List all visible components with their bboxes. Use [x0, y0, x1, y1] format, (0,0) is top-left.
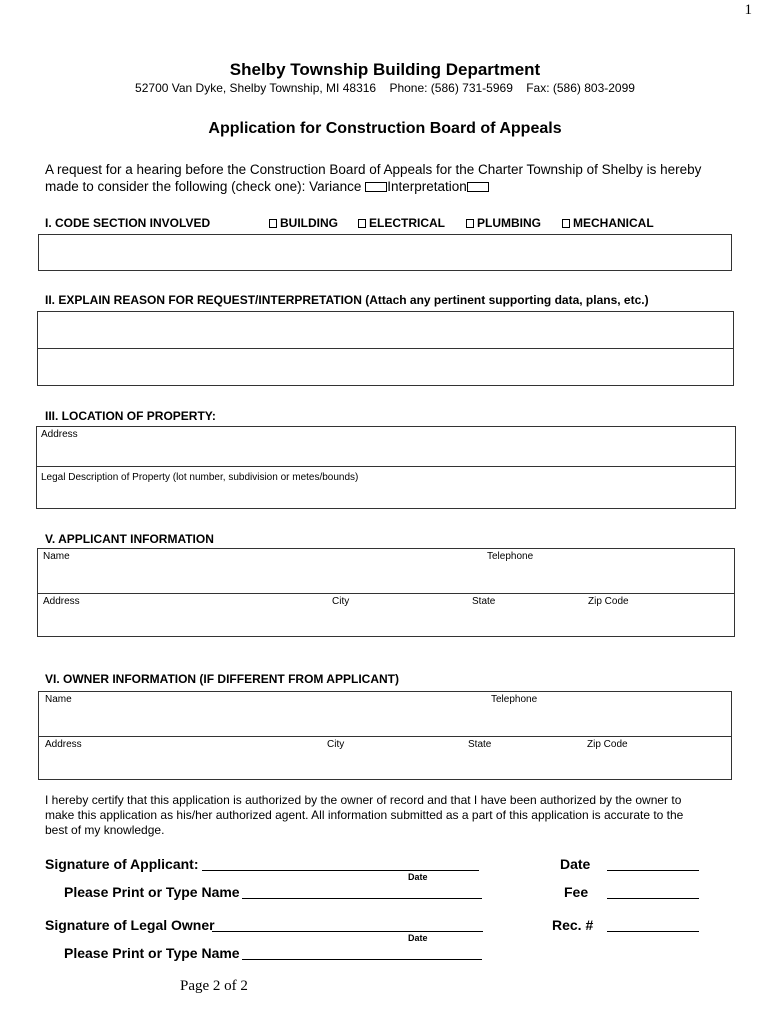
applicant-city-field[interactable]: [328, 609, 466, 635]
owner-date-small-label: Date: [408, 933, 428, 943]
building-checkbox[interactable]: [269, 219, 277, 228]
intro-variance-text: made to consider the following (check one): Variance: [45, 179, 362, 194]
section6-heading: VI. OWNER INFORMATION (IF DIFFERENT FROM APPLICANT): [45, 672, 399, 686]
department-address: 52700 Van Dyke, Shelby Township, MI 48316: [135, 81, 377, 95]
applicant-divider: [37, 593, 735, 594]
electrical-label: ELECTRICAL: [369, 216, 445, 230]
owner-name-field[interactable]: [39, 706, 479, 734]
location-address-field[interactable]: [37, 441, 735, 465]
applicant-telephone-field[interactable]: [482, 563, 734, 591]
certification-line-2: make this application as his/her authorized agent. All information submitted as a part of this application is accurate to the: [45, 808, 684, 822]
applicant-date-small-label: Date: [408, 872, 428, 882]
applicant-address-field[interactable]: [38, 609, 323, 635]
legal-description-label: Legal Description of Property (lot number, subdivision or metes/bounds): [41, 472, 359, 483]
owner-address-field[interactable]: [39, 752, 319, 778]
applicant-state-label: State: [472, 596, 496, 607]
applicant-name-field[interactable]: [38, 563, 478, 591]
certification-line-3: best of my knowledge.: [45, 823, 165, 837]
page-number-top: 1: [744, 2, 752, 18]
rec-number-line[interactable]: [607, 931, 699, 932]
department-phone: Phone: (586) 731-5969: [389, 81, 513, 95]
plumbing-label: PLUMBING: [477, 216, 541, 230]
department-title: Shelby Township Building Department: [229, 60, 541, 79]
owner-signature-label: Signature of Legal Owner: [45, 917, 215, 933]
owner-zip-label: Zip Code: [587, 739, 628, 750]
applicant-city-label: City: [332, 596, 350, 607]
electrical-checkbox[interactable]: [358, 219, 366, 228]
owner-address-label: Address: [45, 739, 82, 750]
applicant-signature-line[interactable]: [202, 870, 479, 871]
applicant-print-name-line[interactable]: [242, 898, 482, 899]
mechanical-label: MECHANICAL: [573, 216, 654, 230]
applicant-state-field[interactable]: [468, 609, 582, 635]
owner-print-name-label: Please Print or Type Name: [64, 945, 240, 961]
date-label: Date: [560, 856, 591, 872]
certification-text: [45, 793, 683, 838]
fee-line[interactable]: [607, 898, 699, 899]
owner-divider: [38, 736, 732, 737]
form-title: Application for Construction Board of Appeals: [208, 120, 562, 137]
section1-heading: I. CODE SECTION INVOLVED: [45, 216, 211, 230]
owner-print-name-line[interactable]: [242, 959, 482, 960]
owner-signature-line[interactable]: [212, 931, 483, 932]
building-label: BUILDING: [280, 216, 338, 230]
code-option-building[interactable]: [269, 216, 338, 230]
owner-telephone-field[interactable]: [486, 706, 731, 734]
department-fax: Fax: (586) 803-2099: [526, 81, 635, 95]
location-address-label: Address: [41, 429, 78, 440]
code-option-mechanical[interactable]: [562, 216, 654, 230]
owner-city-field[interactable]: [323, 752, 461, 778]
owner-zip-field[interactable]: [583, 752, 731, 778]
applicant-print-name-label: Please Print or Type Name: [64, 884, 240, 900]
contact-line: [0, 81, 770, 95]
date-line[interactable]: [607, 870, 699, 871]
plumbing-checkbox[interactable]: [466, 219, 474, 228]
mechanical-checkbox[interactable]: [562, 219, 570, 228]
reason-divider: [37, 348, 734, 349]
owner-name-label: Name: [45, 694, 72, 705]
owner-state-label: State: [468, 739, 492, 750]
interpretation-label: Interpretation: [387, 179, 467, 194]
fee-label: Fee: [564, 884, 589, 900]
applicant-zip-field[interactable]: [584, 609, 734, 635]
interpretation-checkbox[interactable]: [467, 182, 489, 192]
applicant-name-label: Name: [43, 551, 70, 562]
applicant-telephone-label: Telephone: [487, 551, 534, 562]
page-footer: Page 2 of 2: [180, 978, 248, 994]
section5-heading: V. APPLICANT INFORMATION: [45, 532, 214, 546]
code-option-plumbing[interactable]: [466, 216, 541, 230]
intro-line-1: A request for a hearing before the Construction Board of Appeals for the Charter Township of Shelby is hereby: [45, 162, 702, 177]
legal-description-field[interactable]: [37, 485, 735, 508]
certification-line-1: I hereby certify that this application is authorized by the owner of record and that I have been authorized by the owner to: [45, 793, 682, 807]
owner-state-field[interactable]: [464, 752, 581, 778]
section2-heading: II. EXPLAIN REASON FOR REQUEST/INTERPRETATION (Attach any pertinent supporting data, plans, etc.): [45, 293, 649, 307]
owner-telephone-label: Telephone: [491, 694, 538, 705]
applicant-zip-label: Zip Code: [588, 596, 629, 607]
applicant-signature-label: Signature of Applicant:: [45, 856, 199, 872]
location-divider: [36, 466, 736, 467]
intro-line-2: [45, 179, 489, 194]
owner-city-label: City: [327, 739, 345, 750]
code-option-electrical[interactable]: [358, 216, 445, 230]
applicant-address-label: Address: [43, 596, 80, 607]
section3-heading: III. LOCATION OF PROPERTY:: [45, 409, 216, 423]
variance-checkbox[interactable]: [365, 182, 387, 192]
rec-number-label: Rec. #: [552, 917, 594, 933]
code-section-field[interactable]: [38, 234, 732, 271]
